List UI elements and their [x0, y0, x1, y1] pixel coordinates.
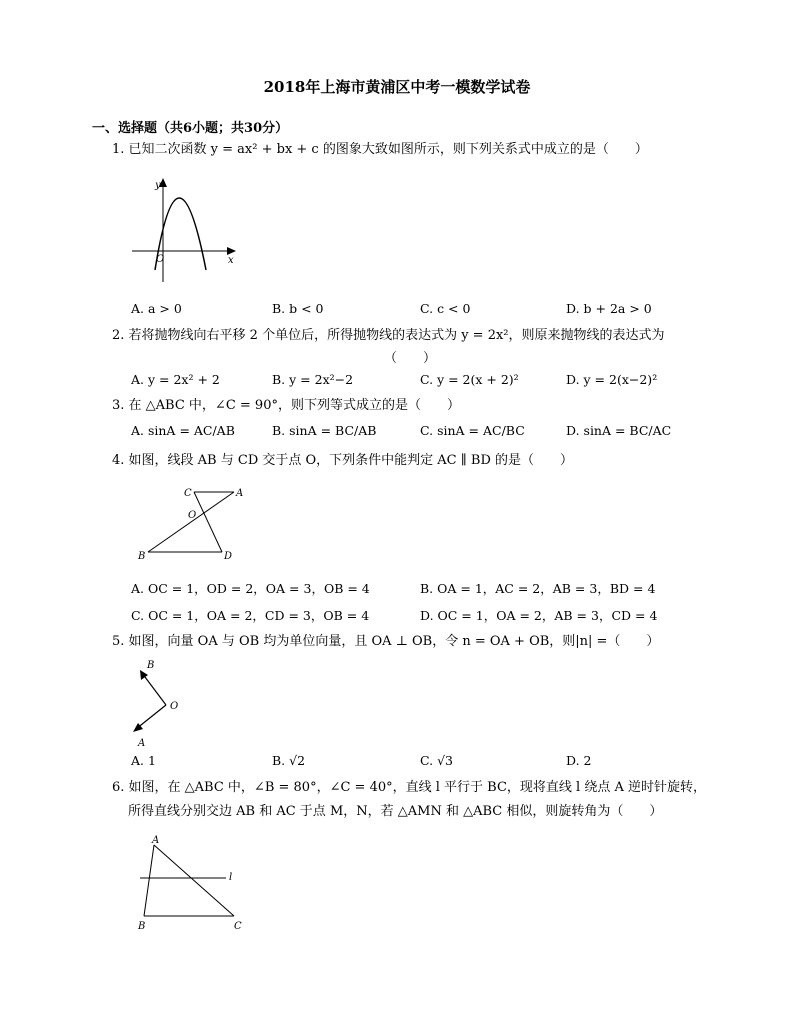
q5-option-b[interactable]: B. √2 [272, 753, 306, 768]
question-1-text: 1. 已知二次函数 y = ax² + bx + c 的图象大致如图所示，则下列关系式中成立的是（ ） [112, 142, 648, 157]
question-4-figure [130, 482, 260, 564]
q4-option-d[interactable]: D. OC = 1，OA = 2，AB = 3，CD = 4 [420, 608, 658, 623]
point-d-label: D [224, 551, 233, 562]
q4-option-a[interactable]: A. OC = 1，OD = 2，OA = 3，OB = 4 [131, 581, 370, 596]
q2-option-b[interactable]: B. y = 2x²−2 [272, 372, 354, 387]
question-5-figure [130, 655, 190, 747]
point-c-label: C [184, 488, 192, 499]
vector-ob [142, 673, 166, 705]
x-label: x [228, 255, 234, 266]
q1-option-c[interactable]: C. c < 0 [420, 301, 471, 316]
x-axis-arrow [227, 247, 236, 255]
q3-option-b[interactable]: B. sinA = BC/AB [272, 423, 377, 438]
question-1-figure [128, 172, 243, 292]
page-title: 2018年上海市黄浦区中考一模数学试卷 [263, 78, 531, 96]
vector-oa [136, 705, 166, 729]
question-5-text: 5. 如图，向量 OA 与 OB 均为单位向量，且 OA ⊥ OB，令 n = OA + OB，则|n| =（ ） [112, 634, 660, 649]
q1-option-d[interactable]: D. b + 2a > 0 [566, 301, 652, 316]
question-6-text-line2: 所得直线分别交边 AB 和 AC 于点 M，N，若 △AMN 和 △ABC 相似，则旋转角为（ ） [128, 804, 663, 819]
q2-option-c[interactable]: C. y = 2(x + 2)² [420, 372, 519, 387]
q4-option-b[interactable]: B. OA = 1，AC = 2，AB = 3，BD = 4 [420, 581, 656, 596]
point-o-label: O [170, 701, 179, 712]
segment-cd [194, 492, 222, 552]
y-label: y [155, 180, 161, 191]
point-b-label: B [138, 921, 146, 932]
q2-option-d[interactable]: D. y = 2(x−2)² [566, 372, 658, 387]
point-b-label: B [147, 660, 155, 671]
q5-option-c[interactable]: C. √3 [420, 753, 453, 768]
side-ac [154, 845, 234, 916]
point-a-label: A [152, 835, 160, 846]
q5-option-d[interactable]: D. 2 [566, 753, 592, 768]
q1-option-a[interactable]: A. a > 0 [131, 301, 182, 316]
point-c-label: C [234, 921, 242, 932]
point-a-label: A [138, 738, 146, 747]
q4-option-c[interactable]: C. OC = 1，OA = 2，CD = 3，OB = 4 [131, 608, 370, 623]
question-4-text: 4. 如图，线段 AB 与 CD 交于点 O，下列条件中能判定 AC ∥ BD 的是（ ） [112, 453, 574, 468]
q5-option-a[interactable]: A. 1 [131, 753, 156, 768]
question-2-blank: （ ） [384, 351, 437, 366]
q3-option-c[interactable]: C. sinA = AC/BC [420, 423, 525, 438]
side-ab [144, 845, 154, 916]
question-2-text: 2. 若将抛物线向右平移 2 个单位后，所得抛物线的表达式为 y = 2x²，则原来抛物线的表达式为 [112, 328, 665, 343]
point-o-label: O [188, 510, 197, 521]
section-heading: 一、选择题（共6小题；共30分） [92, 121, 289, 136]
point-a-label: A [236, 488, 244, 499]
origin-label: O [156, 254, 165, 265]
question-3-text: 3. 在 △ABC 中，∠C = 90°，则下列等式成立的是（ ） [112, 398, 460, 413]
q2-option-a[interactable]: A. y = 2x² + 2 [131, 372, 220, 387]
question-6-figure [128, 833, 248, 935]
segment-ab [148, 492, 234, 552]
line-l-label: l [229, 872, 233, 883]
point-b-label: B [138, 551, 146, 562]
q3-option-a[interactable]: A. sinA = AC/AB [131, 423, 235, 438]
q1-option-b[interactable]: B. b < 0 [272, 301, 324, 316]
q3-option-d[interactable]: D. sinA = BC/AC [566, 423, 672, 438]
question-6-text: 6. 如图，在 △ABC 中，∠B = 80°，∠C = 40°，直线 l 平行于 BC，现将直线 l 绕点 A 逆时针旋转， [112, 780, 706, 795]
